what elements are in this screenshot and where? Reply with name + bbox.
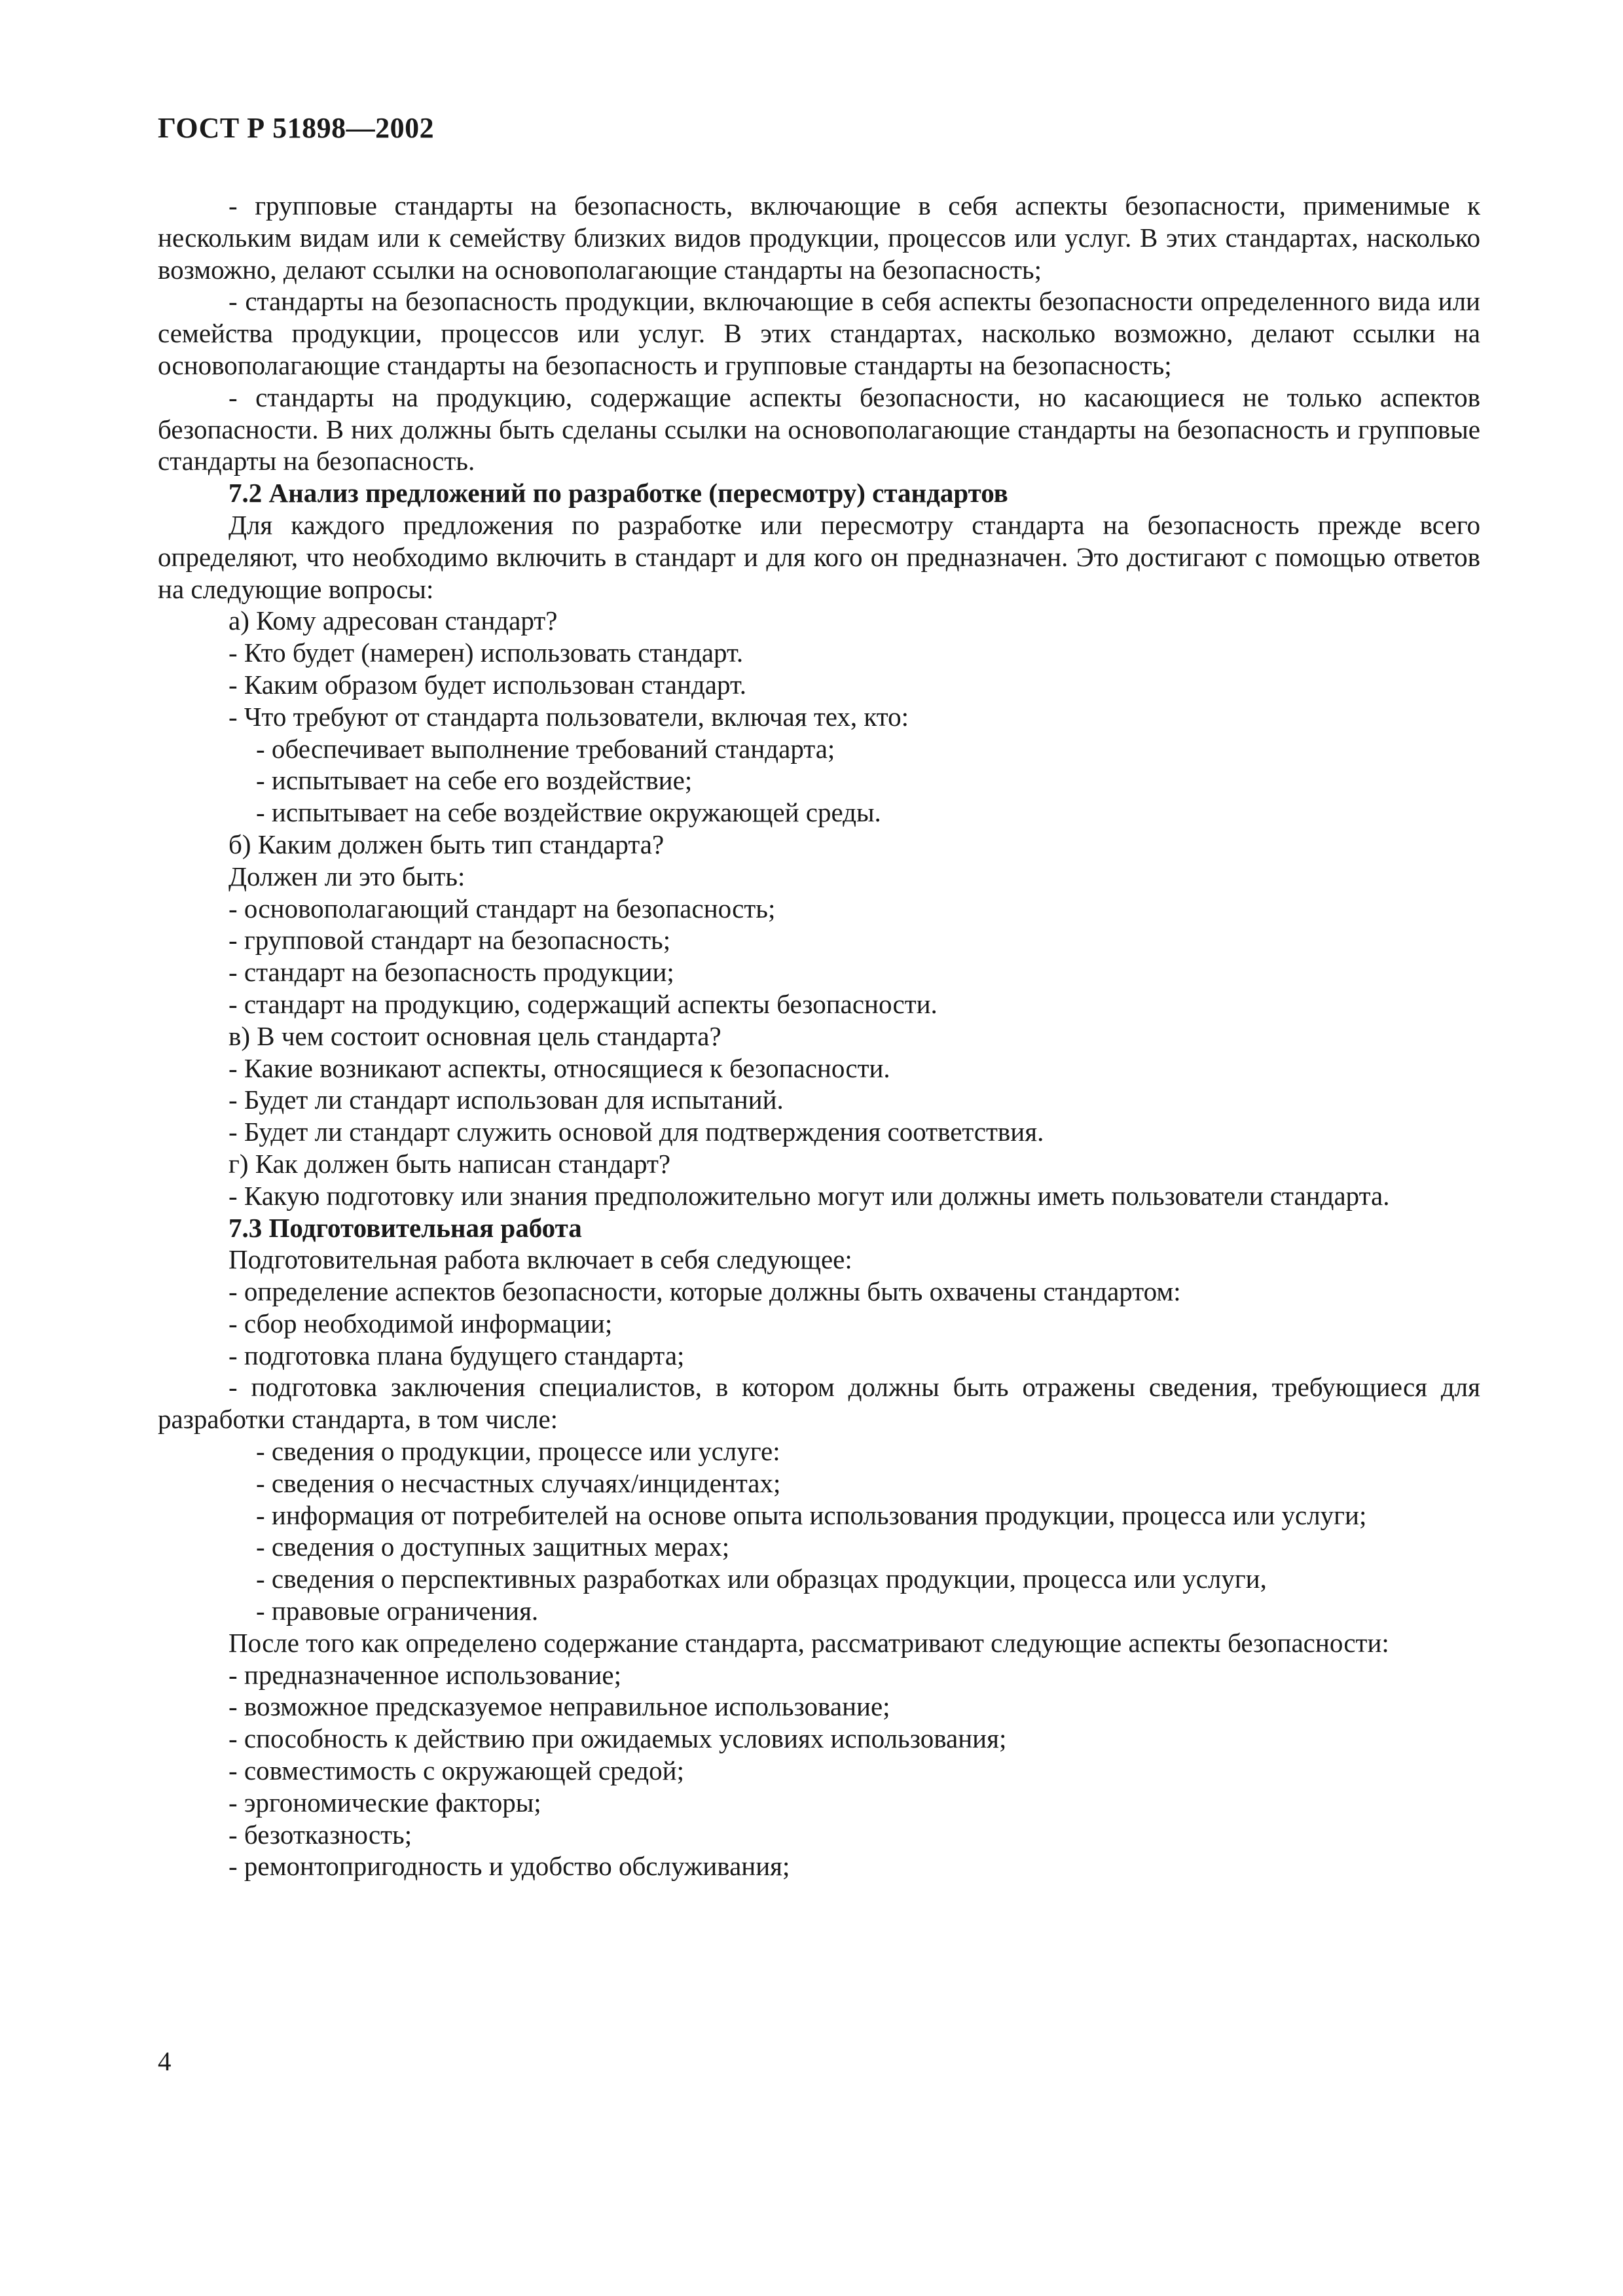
sub-list-item: - правовые ограничения. — [256, 1596, 539, 1626]
list-item: - эргономические факторы; — [228, 1787, 541, 1818]
list-item: - групповой стандарт на безопасность; — [228, 925, 671, 956]
paragraph: Для каждого предложения по разработке или пересмотру стандарта на безопасность прежде всего определяют, что необходимо включить в стандарт и для кого он предназначен. Это достигают с помощью ответов на следующие вопросы: — [158, 509, 1480, 604]
list-item: - Будет ли стандарт использован для испытаний. — [228, 1085, 784, 1115]
question-item: б) Каким должен быть тип стандарта? — [228, 829, 665, 859]
list-item: - Какие возникают аспекты, относящиеся к безопасности. — [228, 1052, 890, 1083]
list-item: - стандарт на безопасность продукции; — [228, 957, 674, 988]
paragraph: После того как определено содержание стандарта, рассматривают следующие аспекты безопасности: — [228, 1627, 1389, 1658]
list-item: - Кто будет (намерен) использовать стандарт. — [228, 637, 744, 668]
list-item: - определение аспектов безопасности, которые должны быть охвачены стандартом: — [228, 1276, 1181, 1307]
list-item: - способность к действию при ожидаемых условиях использования; — [228, 1723, 1007, 1754]
list-item: - Каким образом будет использован стандарт. — [228, 669, 747, 700]
document-body — [158, 190, 1480, 1882]
paragraph: - стандарты на безопасность продукции, включающие в себя аспекты безопасности определенного вида или семейства продукции, процессов или услуг. В этих стандартах, насколько возможно, делают ссылки на основополагающие стандарты на безопасность и групповые стандарты на безопасность; — [158, 286, 1480, 380]
list-item: - основополагающий стандарт на безопасность; — [228, 893, 776, 924]
list-item: - совместимость с окружающей средой; — [228, 1755, 684, 1786]
sub-list-item: - сведения о продукции, процессе или услуге: — [256, 1436, 780, 1467]
question-item: г) Как должен быть написан стандарт? — [228, 1148, 671, 1179]
section-heading: 7.3 Подготовительная работа — [228, 1212, 582, 1243]
paragraph: Подготовительная работа включает в себя следующее: — [228, 1244, 852, 1275]
list-item: - Будет ли стандарт служить основой для подтверждения соответствия. — [228, 1117, 1044, 1147]
list-item: - подготовка заключения специалистов, в котором должны быть отражены сведения, требующиеся для разработки стандарта, в том числе: — [158, 1372, 1480, 1435]
list-item: - стандарт на продукцию, содержащий аспекты безопасности. — [228, 988, 938, 1019]
paragraph: - стандарты на продукцию, содержащие аспекты безопасности, но касающиеся не только аспектов безопасности. В них должны быть сделаны ссылки на основополагающие стандарты на безопасность и групповые стандарты на безопасность. — [158, 382, 1480, 476]
sub-list-item: - испытывает на себе его воздействие; — [256, 765, 693, 796]
sub-list-item: - сведения о несчастных случаях/инцидентах; — [256, 1467, 781, 1498]
sub-list-item: - информация от потребителей на основе опыта использования продукции, процесса или услуги; — [256, 1499, 1367, 1530]
sub-list-item: - сведения о перспективных разработках или образцах продукции, процесса или услуги, — [256, 1564, 1267, 1594]
list-item: - Что требуют от стандарта пользователи, включая тех, кто: — [228, 701, 909, 732]
sub-list-item: - обеспечивает выполнение требований стандарта; — [256, 733, 835, 764]
sub-list-item: - испытывает на себе воздействие окружающей среды. — [256, 797, 881, 828]
list-item: - сбор необходимой информации; — [228, 1308, 613, 1338]
question-item: а) Кому адресован стандарт? — [228, 605, 558, 636]
list-item: - подготовка плана будущего стандарта; — [228, 1340, 685, 1371]
sub-list-item: - сведения о доступных защитных мерах; — [256, 1532, 730, 1562]
page-number: 4 — [158, 2046, 172, 2076]
list-lead: Должен ли это быть: — [228, 861, 465, 891]
question-item: в) В чем состоит основная цель стандарта? — [228, 1020, 721, 1051]
list-item: - безотказность; — [228, 1819, 412, 1850]
paragraph: - групповые стандарты на безопасность, включающие в себя аспекты безопасности, применимые к нескольким видам или к семейству близких видов продукции, процессов или услуг. В этих стандартах, насколько возможно, делают ссылки на основополагающие стандарты на безопасность; — [158, 190, 1480, 285]
list-item: - Какую подготовку или знания предположительно могут или должны иметь пользователи стандарта. — [228, 1180, 1390, 1211]
section-heading: 7.2 Анализ предложений по разработке (пересмотру) стандартов — [228, 478, 1008, 509]
document-header: ГОСТ Р 51898—2002 — [158, 112, 435, 144]
list-item: - возможное предсказуемое неправильное использование; — [228, 1691, 890, 1722]
list-item: - ремонтопригодность и удобство обслуживания; — [228, 1851, 790, 1882]
list-item: - предназначенное использование; — [228, 1659, 621, 1690]
